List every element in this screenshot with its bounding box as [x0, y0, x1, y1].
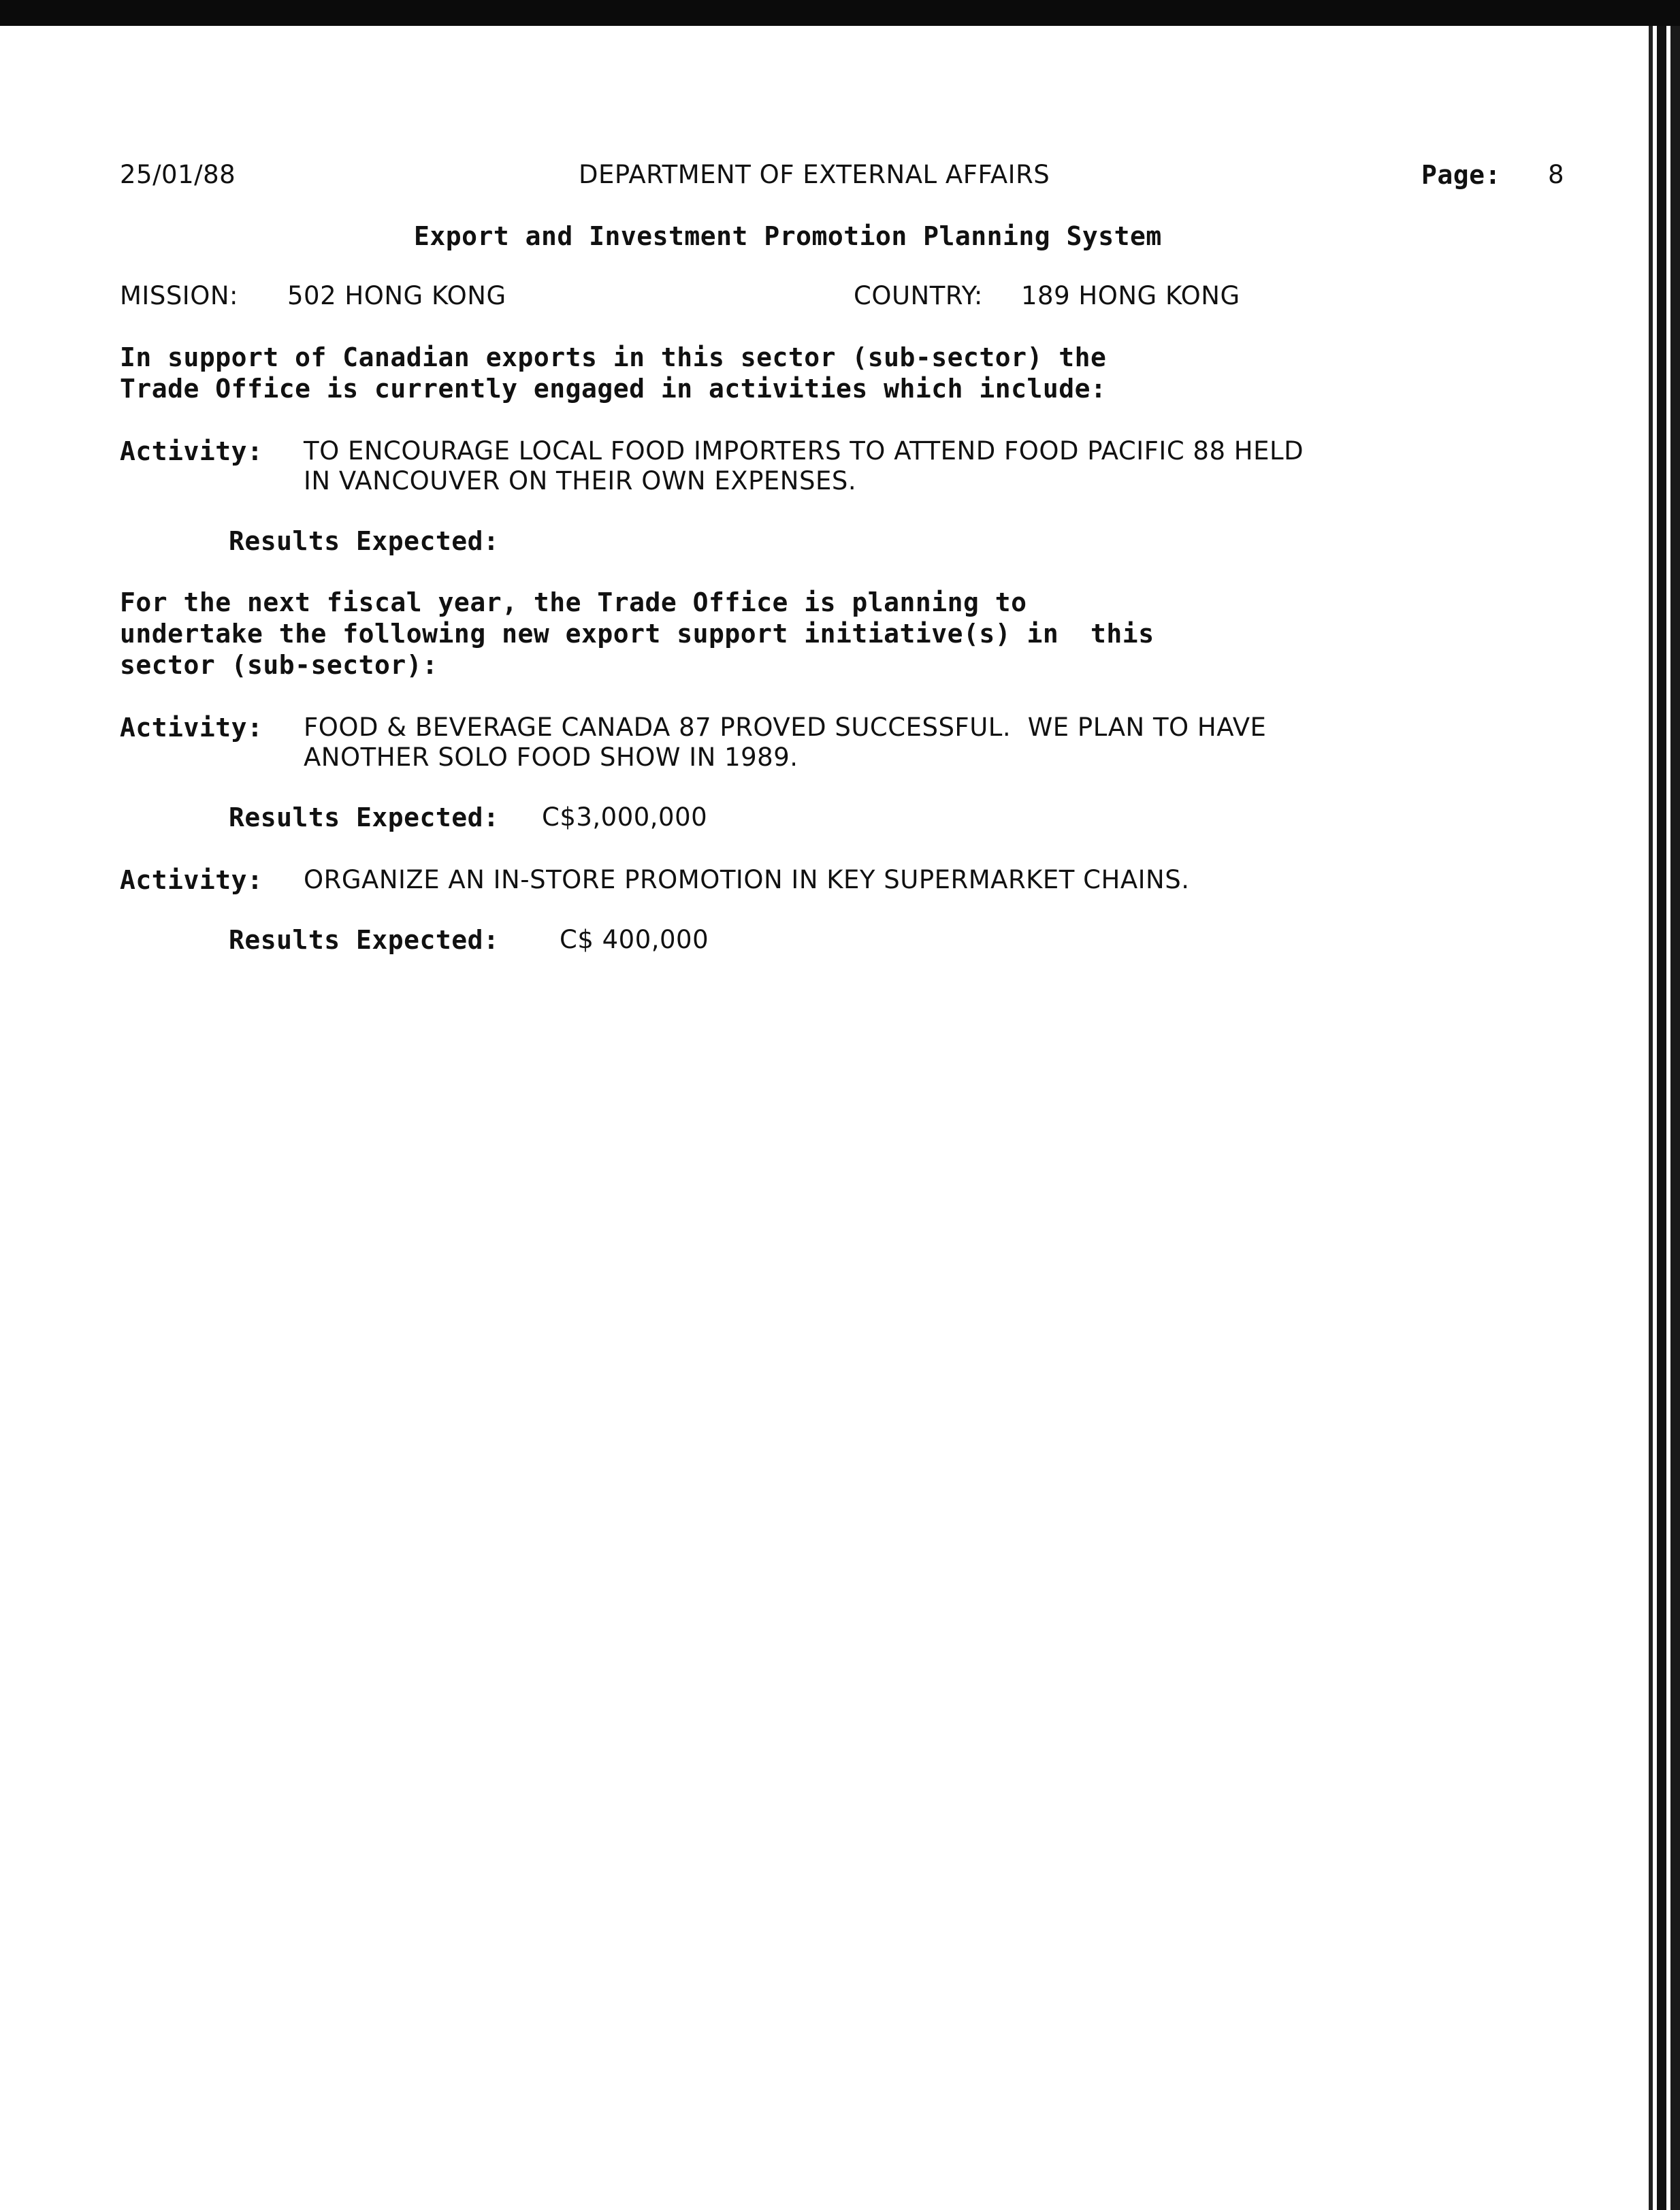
activity-text-line-2: IN VANCOUVER ON THEIR OWN EXPENSES.	[304, 466, 857, 495]
system-title: Export and Investment Promotion Planning System	[414, 221, 1162, 251]
page-label: Page:	[1421, 160, 1501, 190]
department-title: DEPARTMENT OF EXTERNAL AFFAIRS	[579, 160, 1050, 189]
activity-text-line-2: ANOTHER SOLO FOOD SHOW IN 1989.	[304, 743, 798, 772]
scan-top-edge	[0, 0, 1680, 26]
results-expected-value: C$3,000,000	[542, 802, 708, 832]
results-expected-label: Results Expected:	[229, 925, 500, 955]
activity-text-line-1: FOOD & BEVERAGE CANADA 87 PROVED SUCCESSFUL. WE PLAN TO HAVE	[304, 713, 1267, 742]
activity-label: Activity:	[120, 713, 263, 743]
country-value: 189 HONG KONG	[1021, 281, 1240, 310]
current-intro-line-1: In support of Canadian exports in this sector (sub-sector) the	[120, 342, 1107, 372]
activity-text-line-1: TO ENCOURAGE LOCAL FOOD IMPORTERS TO ATTEND FOOD PACIFIC 88 HELD	[304, 436, 1304, 466]
next-intro-line-2: undertake the following new export support initiative(s) in this	[120, 619, 1154, 649]
activity-text-line-1: ORGANIZE AN IN-STORE PROMOTION IN KEY SUPERMARKET CHAINS.	[304, 865, 1190, 894]
results-expected-label: Results Expected:	[229, 526, 500, 556]
mission-value: 502 HONG KONG	[287, 281, 506, 310]
activity-label: Activity:	[120, 436, 263, 466]
current-intro-line-2: Trade Office is currently engaged in activities which include:	[120, 374, 1107, 404]
next-intro-line-1: For the next fiscal year, the Trade Office is planning to	[120, 587, 1027, 617]
mission-label: MISSION:	[120, 281, 238, 310]
results-expected-value: C$ 400,000	[560, 925, 709, 954]
activity-label: Activity:	[120, 865, 263, 895]
results-expected-label: Results Expected:	[229, 802, 500, 832]
country-label: COUNTRY:	[854, 281, 983, 310]
report-date: 25/01/88	[120, 160, 236, 189]
next-intro-line-3: sector (sub-sector):	[120, 650, 438, 680]
page-number: 8	[1548, 160, 1565, 189]
scan-right-edge	[1645, 26, 1680, 2210]
